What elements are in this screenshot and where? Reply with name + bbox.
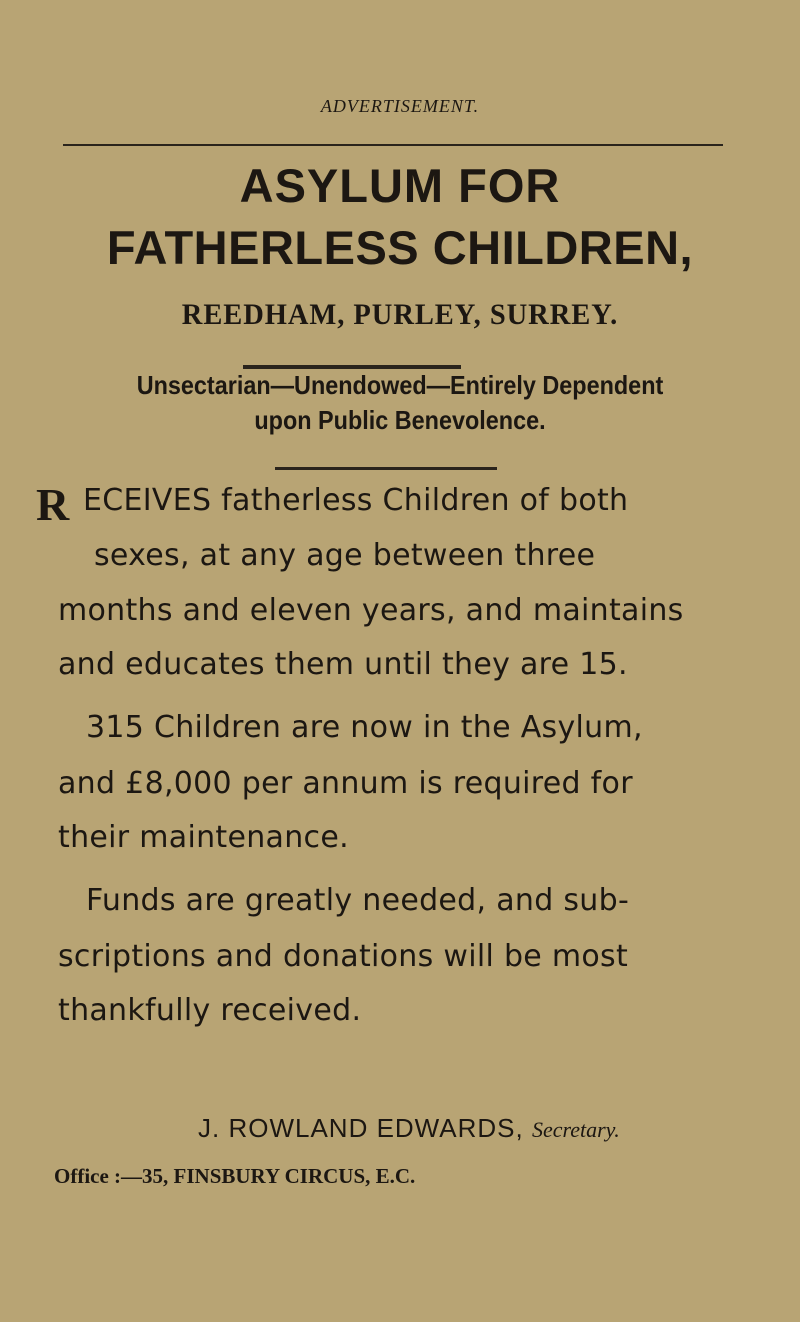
para2-line: their maintenance.: [58, 820, 349, 855]
divider: [275, 467, 497, 470]
drop-cap: R: [36, 479, 70, 530]
title-line-2: FATHERLESS CHILDREN,: [106, 221, 694, 274]
para2-line: 315 Children are now in the Asylum,: [86, 710, 643, 745]
office-address: Office :—35, FINSBURY CIRCUS, E.C.: [54, 1164, 416, 1188]
para1-line: ECEIVES fatherless Children of both: [83, 483, 629, 518]
signature: [198, 1113, 620, 1144]
para1-line: and educates them until they are 15.: [58, 647, 628, 682]
title-line-1: ASYLUM FOR: [239, 159, 561, 212]
page-header: ADVERTISEMENT.: [320, 96, 480, 116]
subtitle-line-1: Unsectarian—Unendowed—Entirely Dependent: [136, 370, 664, 400]
divider: [63, 144, 723, 146]
para3-line: scriptions and donations will be most: [58, 939, 629, 974]
para1-line: sexes, at any age between three: [94, 538, 596, 573]
location: REEDHAM, PURLEY, SURREY.: [181, 298, 619, 331]
para1-line: months and eleven years, and maintains: [58, 593, 684, 628]
para3-line: Funds are greatly needed, and sub-: [86, 883, 630, 918]
para2-line: and £8,000 per annum is required for: [58, 766, 633, 801]
subtitle-line-2: upon Public Benevolence.: [254, 405, 546, 435]
divider: [243, 365, 461, 369]
signature-name: J. ROWLAND EDWARDS,: [198, 1113, 524, 1143]
para3-line: thankfully received.: [58, 993, 362, 1028]
signature-title: Secretary.: [531, 1117, 620, 1142]
